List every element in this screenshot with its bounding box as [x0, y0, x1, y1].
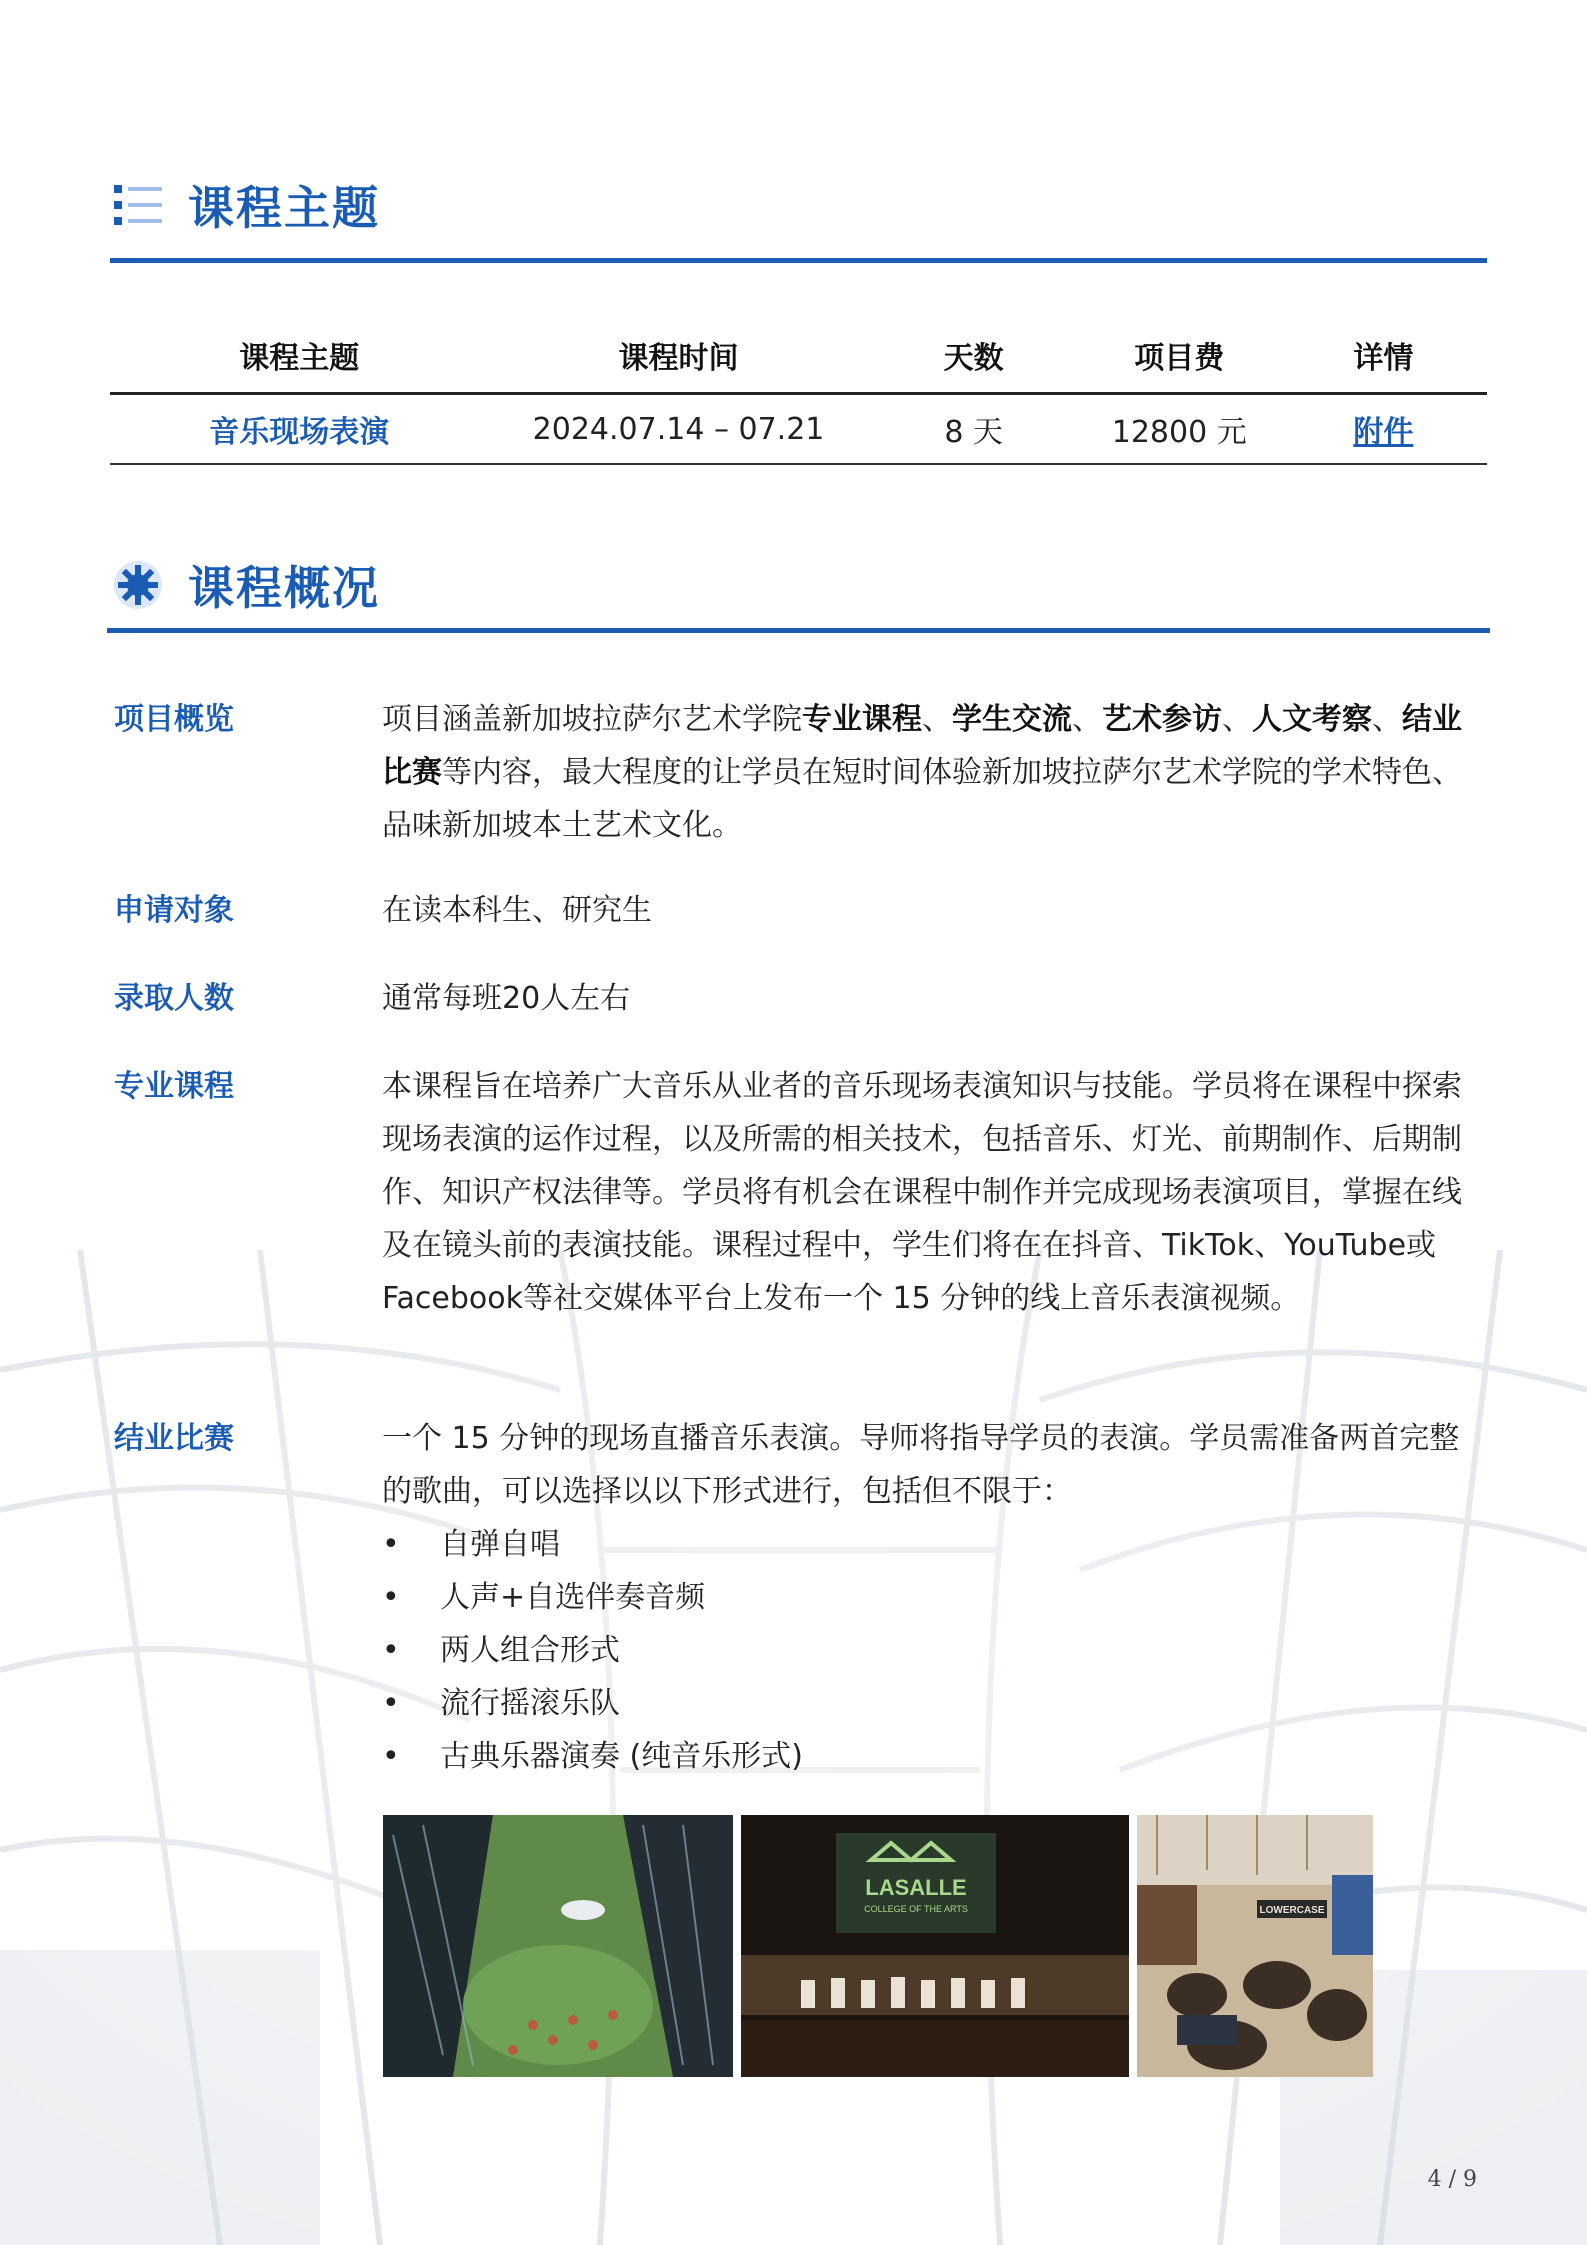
courses-text: 本课程旨在培养广大音乐从业者的音乐现场表演知识与技能。学员将在课程中探索现场表演的运作过程，以及所需的相关技术，包括音乐、灯光、前期制作、后期制作、知识产权法律等。学员将有机会在课程中制作并完成现场表演项目，掌握在线及在镜头前的表演技能。课程过程中，学生们将在在抖音、TikTok、YouTube或Facebook等社交媒体平台上发布一个 15 分钟的线上音乐表演视频。 — [382, 1069, 1462, 1316]
list-icon — [110, 177, 166, 233]
final-row — [114, 1412, 1484, 1783]
table-header-time: 课程时间 — [489, 318, 869, 394]
stage-logo-text: LASALLE — [865, 1875, 967, 1900]
list-item: • 自弹自唱 — [382, 1527, 560, 1562]
section-divider — [110, 258, 1487, 263]
attachment-link[interactable]: 附件 — [1353, 415, 1414, 450]
courses-label: 专业课程 — [114, 1069, 234, 1104]
overview-text: 项目涵盖新加坡拉萨尔艺术学院专业课程、学生交流、艺术参访、人文考察、结业比赛等内容，最大程度的让学员在短时间体验新加坡拉萨尔艺术学院的学术特色、品味新加坡本土艺术文化。 — [382, 702, 1462, 843]
audience-label: 申请对象 — [114, 893, 234, 928]
final-content — [382, 1412, 1482, 1783]
overview-label: 项目概览 — [114, 702, 234, 737]
course-table — [110, 318, 1487, 465]
section-header-course-theme — [110, 165, 380, 245]
course-theme-cell: 音乐现场表演 — [110, 394, 489, 465]
course-time-cell: 2024.07.14 – 07.21 — [489, 394, 869, 465]
course-fee-cell: 12800 元 — [1079, 394, 1280, 465]
enrollment-label: 录取人数 — [114, 981, 234, 1016]
table-header-row — [110, 318, 1487, 394]
lowercase-cafe-photo — [1137, 1815, 1373, 2077]
page-number: 4 / 9 — [1427, 2167, 1477, 2192]
final-label: 结业比赛 — [114, 1421, 234, 1456]
enrollment-text: 通常每班20人左右 — [382, 981, 631, 1016]
list-item: • 两人组合形式 — [382, 1633, 620, 1668]
final-text: 一个 15 分钟的现场直播音乐表演。导师将指导学员的表演。学员需准备两首完整的歌曲，可以选择以以下形式进行，包括但不限于： — [382, 1421, 1460, 1509]
audience-row — [114, 884, 1484, 937]
section-title: 课程概况 — [188, 561, 380, 615]
photo-strip — [383, 1815, 1373, 2077]
enrollment-row — [114, 972, 1484, 1025]
list-item: • 人声+自选伴奏音频 — [382, 1580, 706, 1615]
cafe-sign-text: LOWERCASE — [1259, 1905, 1325, 1916]
table-header-theme: 课程主题 — [110, 318, 489, 394]
list-item: • 流行摇滚乐队 — [382, 1686, 620, 1721]
stage-sub-text: COLLEGE OF THE ARTS — [864, 1904, 968, 1914]
campus-atrium-photo — [383, 1815, 733, 2077]
table-header-days: 天数 — [869, 318, 1079, 394]
format-list — [382, 1518, 1482, 1783]
table-header-detail: 详情 — [1280, 318, 1487, 394]
lasalle-stage-photo — [741, 1815, 1129, 2077]
section-divider — [107, 628, 1490, 633]
audience-text: 在读本科生、研究生 — [382, 893, 652, 928]
section-header-course-overview — [110, 545, 380, 625]
courses-row — [114, 1060, 1484, 1325]
gear-icon — [110, 557, 166, 613]
section-title: 课程主题 — [188, 181, 380, 235]
list-item: • 古典乐器演奏 (纯音乐形式) — [382, 1739, 803, 1774]
table-row — [110, 394, 1487, 465]
course-days-cell: 8 天 — [869, 394, 1079, 465]
course-detail-cell — [1280, 394, 1487, 465]
overview-row — [114, 693, 1484, 852]
table-header-fee: 项目费 — [1079, 318, 1280, 394]
